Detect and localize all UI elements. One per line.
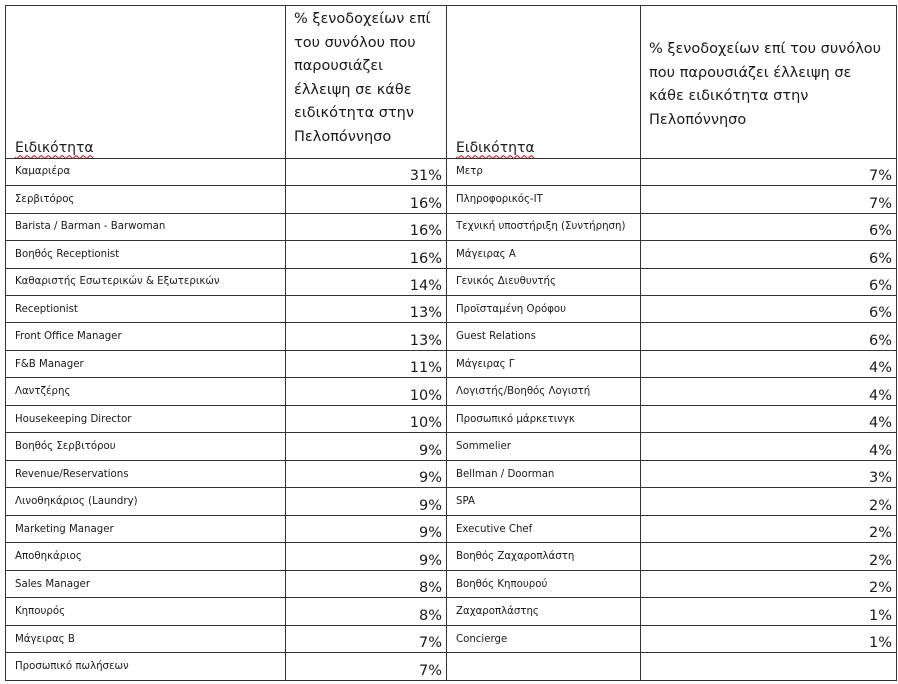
shortage-percent-left: 16% bbox=[286, 186, 447, 213]
table-row bbox=[6, 213, 897, 240]
specialty-name-right: Βοηθός Κηπουρού bbox=[447, 570, 641, 597]
header-row bbox=[6, 6, 897, 159]
specialty-name-left: Revenue/Reservations bbox=[6, 460, 286, 487]
shortage-percent-left: 9% bbox=[286, 488, 447, 515]
shortage-percent-left: 8% bbox=[286, 570, 447, 597]
shortage-percent-right: 4% bbox=[641, 405, 897, 432]
specialty-name-right: Τεχνική υποστήριξη (Συντήρηση) bbox=[447, 213, 641, 240]
shortage-percent-left: 13% bbox=[286, 323, 447, 350]
specialty-name-right: Executive Chef bbox=[447, 515, 641, 542]
shortage-percent-left: 9% bbox=[286, 543, 447, 570]
shortage-percent-right: 2% bbox=[641, 570, 897, 597]
shortage-percent-left: 7% bbox=[286, 625, 447, 652]
shortage-percent-right: 6% bbox=[641, 268, 897, 295]
shortage-percent-left: 14% bbox=[286, 268, 447, 295]
shortage-percent-right: 2% bbox=[641, 543, 897, 570]
specialty-name-right: Concierge bbox=[447, 625, 641, 652]
shortage-percent-right: 6% bbox=[641, 296, 897, 323]
specialty-name-left: Receptionist bbox=[6, 296, 286, 323]
table-row bbox=[6, 570, 897, 597]
specialty-name-right: Γενικός Διευθυντής bbox=[447, 268, 641, 295]
header-percentage-right: % ξενοδοχείων επί του συνόλου που παρουσιάζει έλλειψη σε κάθε ειδικότητα στην Πελοπόννησο bbox=[641, 6, 897, 159]
specialty-name-left: Housekeeping Director bbox=[6, 405, 286, 432]
table-row bbox=[6, 543, 897, 570]
shortage-percent-left: 31% bbox=[286, 158, 447, 185]
header-specialty-left bbox=[6, 6, 286, 159]
shortage-percent-right: 1% bbox=[641, 598, 897, 625]
shortage-percent-left: 16% bbox=[286, 213, 447, 240]
table-row bbox=[6, 350, 897, 377]
specialty-name-right: Βοηθός Ζαχαροπλάστη bbox=[447, 543, 641, 570]
specialty-name-left: Καθαριστής Εσωτερικών & Εξωτερικών bbox=[6, 268, 286, 295]
specialty-name-right: Πληροφορικός-IT bbox=[447, 186, 641, 213]
shortage-percent-right: 2% bbox=[641, 488, 897, 515]
table-row bbox=[6, 433, 897, 460]
shortage-percent-left: 10% bbox=[286, 378, 447, 405]
shortage-percent-right: 4% bbox=[641, 350, 897, 377]
header-specialty-right bbox=[447, 6, 641, 159]
shortage-percent-right: 7% bbox=[641, 158, 897, 185]
shortage-percent-left: 9% bbox=[286, 433, 447, 460]
specialty-name-left: Λαντζέρης bbox=[6, 378, 286, 405]
specialty-name-left: Προσωπικό πωλήσεων bbox=[6, 653, 286, 681]
shortage-percent-right: 6% bbox=[641, 241, 897, 268]
table-row bbox=[6, 268, 897, 295]
table-row bbox=[6, 323, 897, 350]
shortage-percent-right: 2% bbox=[641, 515, 897, 542]
specialty-name-right: SPA bbox=[447, 488, 641, 515]
table-row bbox=[6, 488, 897, 515]
shortage-percent-left: 8% bbox=[286, 598, 447, 625]
shortage-percent-right: 4% bbox=[641, 433, 897, 460]
table-row bbox=[6, 598, 897, 625]
specialty-name-left: Λινοθηκάριος (Laundry) bbox=[6, 488, 286, 515]
specialty-name-left: Marketing Manager bbox=[6, 515, 286, 542]
shortage-percent-right: 1% bbox=[641, 625, 897, 652]
header-specialty-label: Ειδικότητα bbox=[456, 139, 535, 156]
shortage-percent-right bbox=[641, 653, 897, 681]
specialty-name-right: Μάγειρας Γ bbox=[447, 350, 641, 377]
table-row bbox=[6, 158, 897, 185]
shortage-percent-right: 3% bbox=[641, 460, 897, 487]
specialty-name-right: Προσωπικό μάρκετινγκ bbox=[447, 405, 641, 432]
specialty-name-right: Sommelier bbox=[447, 433, 641, 460]
shortage-percent-left: 9% bbox=[286, 515, 447, 542]
specialty-name-right: Guest Relations bbox=[447, 323, 641, 350]
specialty-name-left: Sales Manager bbox=[6, 570, 286, 597]
specialty-name-left: Barista / Barman - Barwoman bbox=[6, 213, 286, 240]
specialty-name-left: F&B Manager bbox=[6, 350, 286, 377]
shortage-percent-left: 13% bbox=[286, 296, 447, 323]
shortage-percent-right: 6% bbox=[641, 213, 897, 240]
shortage-table bbox=[5, 5, 897, 681]
table-row bbox=[6, 186, 897, 213]
specialty-name-left: Σερβιτόρος bbox=[6, 186, 286, 213]
specialty-name-right: Ζαχαροπλάστης bbox=[447, 598, 641, 625]
table-row bbox=[6, 241, 897, 268]
shortage-percent-right: 4% bbox=[641, 378, 897, 405]
specialty-name-right: Λογιστής/Βοηθός Λογιστή bbox=[447, 378, 641, 405]
specialty-name-left: Καμαριέρα bbox=[6, 158, 286, 185]
table-row bbox=[6, 378, 897, 405]
specialty-name-left: Κηπουρός bbox=[6, 598, 286, 625]
shortage-percent-left: 7% bbox=[286, 653, 447, 681]
shortage-percent-left: 16% bbox=[286, 241, 447, 268]
table-row bbox=[6, 405, 897, 432]
header-percentage-left: % ξενοδοχείων επί του συνόλου που παρουσιάζει έλλειψη σε κάθε ειδικότητα στην Πελοπόννησο bbox=[286, 6, 447, 159]
specialty-name-left: Βοηθός Σερβιτόρου bbox=[6, 433, 286, 460]
specialty-name-right: Μάγειρας Α bbox=[447, 241, 641, 268]
shortage-percent-left: 11% bbox=[286, 350, 447, 377]
shortage-percent-left: 10% bbox=[286, 405, 447, 432]
specialty-name-right: Bellman / Doorman bbox=[447, 460, 641, 487]
table-body bbox=[6, 6, 897, 681]
specialty-name-left: Βοηθός Receptionist bbox=[6, 241, 286, 268]
shortage-percent-right: 7% bbox=[641, 186, 897, 213]
specialty-name-left: Αποθηκάριος bbox=[6, 543, 286, 570]
shortage-percent-left: 9% bbox=[286, 460, 447, 487]
specialty-name-right bbox=[447, 653, 641, 681]
specialty-name-right: Μετρ bbox=[447, 158, 641, 185]
specialty-name-left: Μάγειρας Β bbox=[6, 625, 286, 652]
header-specialty-label: Ειδικότητα bbox=[15, 139, 94, 156]
table-row bbox=[6, 515, 897, 542]
table-row bbox=[6, 653, 897, 681]
table-row bbox=[6, 625, 897, 652]
specialty-name-right: Προϊσταμένη Ορόφου bbox=[447, 296, 641, 323]
table-row bbox=[6, 460, 897, 487]
specialty-name-left: Front Office Manager bbox=[6, 323, 286, 350]
table-row bbox=[6, 296, 897, 323]
shortage-percent-right: 6% bbox=[641, 323, 897, 350]
